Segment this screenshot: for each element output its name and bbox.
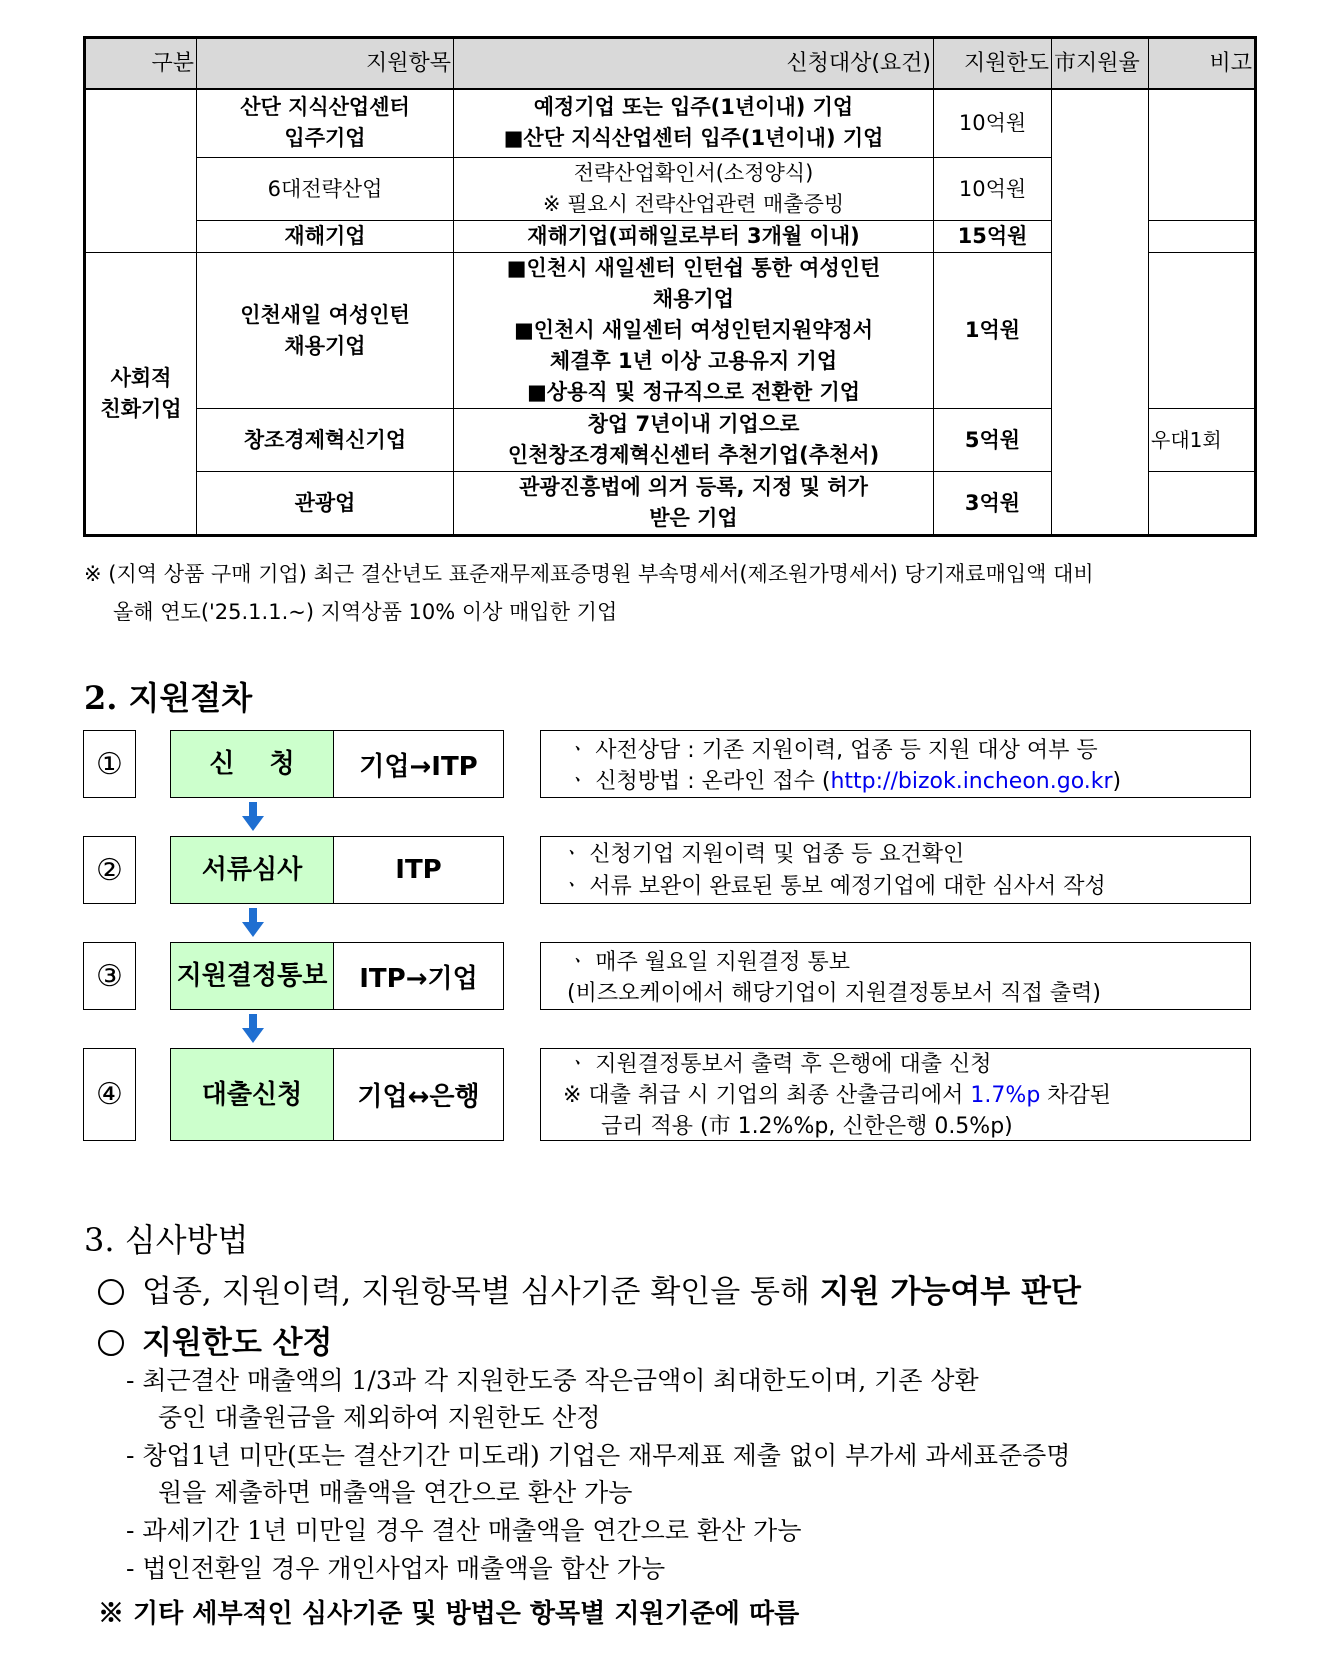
remarks-cell xyxy=(1149,472,1256,536)
section2-title: 2. 지원절차 xyxy=(84,679,253,717)
dash-line: 중인 대출원금을 제외하여 지원한도 산정 xyxy=(158,1403,601,1432)
circle-bullet-icon xyxy=(98,1330,124,1356)
item-cell: 6대전략산업 xyxy=(197,158,454,221)
requirement-cell: 재해기업(피해일로부터 3개월 이내) xyxy=(454,221,934,253)
header-limit: 지원한도 xyxy=(934,38,1052,89)
circle-bullet-icon xyxy=(98,1279,124,1305)
header-city-rate: 市지원율 xyxy=(1052,38,1149,89)
step-actor: ITP→기업 xyxy=(359,963,478,994)
limit-cell: 10억원 xyxy=(934,158,1052,221)
dash-line: - 법인전환일 경우 개인사업자 매출액을 합산 가능 xyxy=(126,1554,666,1583)
step-label: 서류심사 xyxy=(171,837,334,903)
step-number: ④ xyxy=(83,1048,136,1141)
item-cell: 산단 지식산업센터 입주기업 xyxy=(197,89,454,158)
limit-cell: 15억원 xyxy=(934,221,1052,253)
dash-line: - 창업1년 미만(또는 결산기간 미도래) 기업은 재무제표 제출 없이 부가세 과세표준증명 xyxy=(126,1441,1071,1470)
table-row xyxy=(85,89,1256,158)
step-label: 대출신청 xyxy=(171,1049,334,1140)
group-cell-empty xyxy=(85,89,197,253)
requirement-cell: 창업 7년이내 기업으로 인천창조경제혁신센터 추천기업(추천서) xyxy=(454,409,934,472)
header-remarks: 비고 xyxy=(1149,38,1256,89)
item-cell: 인천새일 여성인턴 채용기업 xyxy=(197,253,454,409)
step-process-box xyxy=(170,730,504,798)
rate-highlight: 1.7%p xyxy=(970,1083,1041,1108)
item-cell: 창조경제혁신기업 xyxy=(197,409,454,472)
step-process-box xyxy=(170,836,504,904)
footnote-line-2: 올해 연도('25.1.1.~) 지역상품 10% 이상 매입한 기업 xyxy=(113,600,618,624)
step-description: ㆍ 매주 월요일 지원결정 통보 (비즈오케이에서 해당기업이 지원결정통보서 직접 출력) xyxy=(540,942,1251,1010)
step-description: ㆍ 신청기업 지원이력 및 업종 등 요건확인 ㆍ 서류 보완이 완료된 통보 예정기업에 대한 심사서 작성 xyxy=(540,836,1251,904)
bullet-judgement: 업종, 지원이력, 지원항목별 심사기준 확인을 통해 지원 가능여부 판단 xyxy=(98,1266,1081,1311)
item-cell: 관광업 xyxy=(197,472,454,536)
table-header-row xyxy=(85,38,1256,89)
step-actor: ITP xyxy=(395,855,442,885)
step-number: ③ xyxy=(83,942,136,1010)
requirement-cell: 전략산업확인서(소정양식) ※ 필요시 전략산업관련 매출증빙 xyxy=(454,158,934,221)
limit-cell: 5억원 xyxy=(934,409,1052,472)
remarks-cell xyxy=(1149,221,1256,253)
bizok-link[interactable]: http://bizok.incheon.go.kr xyxy=(830,769,1113,794)
limit-cell: 1억원 xyxy=(934,253,1052,409)
remarks-cell xyxy=(1149,253,1256,409)
step-process-box xyxy=(170,942,504,1010)
step-number: ② xyxy=(83,836,136,904)
item-cell: 재해기업 xyxy=(197,221,454,253)
step-label: 신 청 xyxy=(171,731,334,797)
bullet-limit: 지원한도 산정 xyxy=(98,1317,332,1362)
requirement-cell: 관광진흥법에 의거 등록, 지정 및 허가 받은 기업 xyxy=(454,472,934,536)
arrow-down-icon xyxy=(240,802,266,832)
step-process-box xyxy=(170,1048,504,1141)
dash-line: 원을 제출하면 매출액을 연간으로 환산 가능 xyxy=(158,1478,633,1507)
limit-cell: 3억원 xyxy=(934,472,1052,536)
arrow-down-icon xyxy=(240,908,266,938)
remarks-cell: 우대1회 xyxy=(1149,409,1256,472)
footnote-line-1: ※ (지역 상품 구매 기업) 최근 결산년도 표준재무제표증명원 부속명세서(제조원가명세서) 당기재료매입액 대비 xyxy=(84,562,1094,586)
group-cell-social: 사회적 친화기업 xyxy=(85,253,197,536)
limit-cell: 10억원 xyxy=(934,89,1052,158)
final-note: ※ 기타 세부적인 심사기준 및 방법은 항목별 지원기준에 따름 xyxy=(98,1599,800,1629)
remarks-cell xyxy=(1149,89,1256,221)
step-description: ㆍ 지원결정통보서 출력 후 은행에 대출 신청 ※ 대출 취급 시 기업의 최종 산출금리에서 1.7%p 차감된 금리 적용 (市 1.2%%p, 신한은행 0.5%p) xyxy=(540,1048,1251,1141)
requirement-cell: ■인천시 새일센터 인턴쉽 통한 여성인턴 채용기업 ■인천시 새일센터 여성인턴지원약정서 체결후 1년 이상 고용유지 기업 ■상용직 및 정규직으로 전환한 기업 xyxy=(454,253,934,409)
step-number: ① xyxy=(83,730,136,798)
dash-line: - 과세기간 1년 미만일 경우 결산 매출액을 연간으로 환산 가능 xyxy=(126,1516,802,1545)
step-label: 지원결정 통보 xyxy=(171,943,334,1009)
city-rate-cell xyxy=(1052,89,1149,536)
requirement-cell: 예정기업 또는 입주(1년이내) 기업 ■산단 지식산업센터 입주(1년이내) 기업 xyxy=(454,89,934,158)
header-requirement: 신청대상(요건) xyxy=(454,38,934,89)
step-actor: 기업↔은행 xyxy=(357,1082,480,1112)
header-item: 지원항목 xyxy=(197,38,454,89)
support-table xyxy=(83,36,1257,537)
arrow-down-icon xyxy=(240,1014,266,1044)
header-category: 구분 xyxy=(85,38,197,89)
step-actor: 기업→ITP xyxy=(359,751,478,782)
step-description: ㆍ 사전상담 : 기존 지원이력, 업종 등 지원 대상 여부 등 ㆍ 신청방법 : 온라인 접수 (http://bizok.incheon.go.kr) xyxy=(540,730,1251,798)
section3-title: 3. 심사방법 xyxy=(84,1221,249,1259)
dash-line: - 최근결산 매출액의 1/3과 각 지원한도중 작은금액이 최대한도이며, 기존 상환 xyxy=(126,1366,979,1395)
